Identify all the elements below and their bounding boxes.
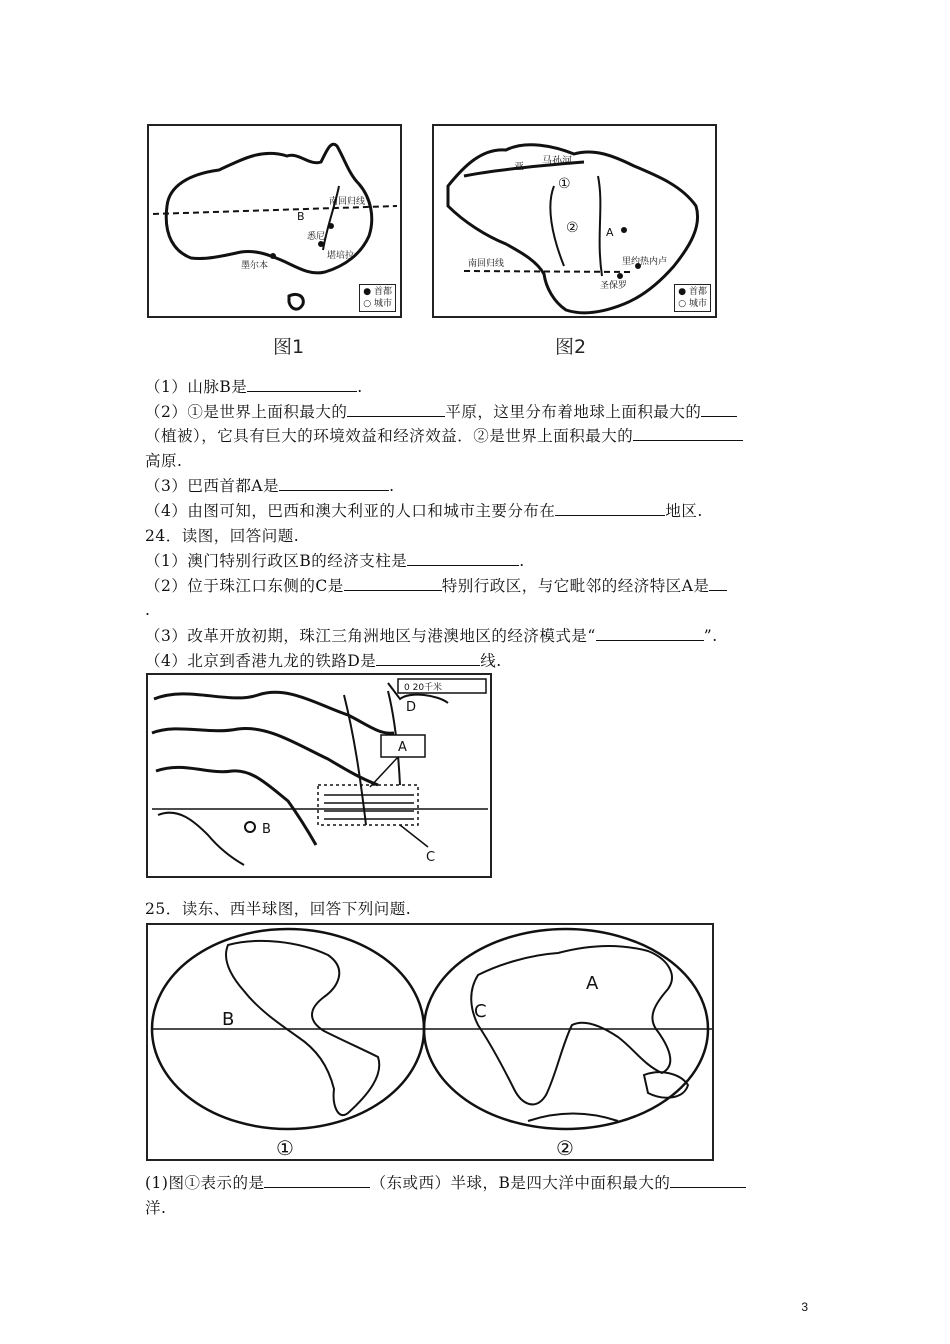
canberra-label: 堪培拉	[327, 251, 355, 261]
answer-blank[interactable]	[709, 576, 727, 591]
eastern-hemisphere-label: ②	[556, 1136, 574, 1160]
legend-capital-label-2: 首都	[688, 287, 707, 297]
tropic-line-2	[464, 271, 634, 272]
antarctica-outline	[528, 1114, 618, 1122]
C-map-label: C	[426, 850, 436, 865]
legend-capital-label: 首都	[373, 287, 392, 297]
great-dividing-range	[323, 186, 339, 250]
q24-line-5	[145, 651, 502, 671]
q24-5-text: （4）北京到香港九龙的铁路D是	[145, 652, 377, 670]
hemispheres-map	[146, 923, 714, 1161]
pearl-river-delta-map	[146, 673, 492, 878]
q23-line-4	[145, 451, 182, 471]
answer-blank[interactable]	[376, 651, 480, 666]
answer-blank[interactable]	[264, 1173, 370, 1188]
q23-6-end: 地区.	[665, 502, 703, 520]
legend-capital: ● 首都	[363, 287, 392, 297]
legend-city-2: ○ 城市	[678, 299, 707, 309]
figure-2-caption: 图2	[555, 336, 587, 358]
melbourne-marker	[270, 253, 276, 259]
brasilia-marker	[621, 227, 627, 233]
q24-4-end: ”.	[703, 627, 718, 645]
fig1-legend	[359, 284, 396, 312]
A-map-label: A	[398, 740, 407, 755]
C-leader	[400, 825, 428, 847]
amazon-label: 马孙河	[542, 156, 572, 167]
q23-1-end: .	[357, 378, 363, 396]
q24-4-text: （3）改革开放初期，珠江三角洲地区与港澳地区的经济模式是“	[145, 627, 596, 645]
q24-2-end: 特别行政区，与它毗邻的经济特区A是	[441, 577, 710, 595]
q23-line-2	[145, 402, 737, 422]
q24-line-4	[145, 626, 718, 646]
q23-2-text: （2）①是世界上面积最大的	[145, 403, 348, 421]
answer-blank[interactable]	[670, 1173, 746, 1188]
answer-blank[interactable]	[633, 426, 743, 441]
q24-2-text: （2）位于珠江口东侧的C是	[145, 577, 344, 595]
legend-capital-2: ● 首都	[678, 287, 707, 297]
tropic-label-2: 南回归线	[468, 259, 505, 269]
fig2-legend	[674, 284, 711, 312]
q25-1-text: (1)图①表示的是	[145, 1174, 265, 1192]
legend-city: ○ 城市	[363, 299, 392, 309]
B-label: B	[297, 210, 305, 223]
q24-line-2	[145, 576, 727, 596]
sydney-marker	[328, 223, 334, 229]
macau-island	[245, 822, 255, 832]
coast-west	[158, 813, 244, 865]
q24-1-text: （1）澳门特别行政区B的经济支柱是	[145, 552, 408, 570]
D-map-label: D	[406, 700, 417, 715]
q23-1-text: （1）山脉B是	[145, 378, 248, 396]
australia-outline-2	[644, 1072, 688, 1097]
q24-3-text: .	[145, 601, 151, 619]
answer-blank[interactable]	[344, 576, 442, 591]
q24-title: 24．读图，回答问题.	[145, 527, 300, 545]
answer-blank[interactable]	[279, 476, 389, 491]
q25-line-1	[145, 1173, 746, 1193]
answer-blank[interactable]	[347, 402, 445, 417]
river-3	[156, 767, 316, 845]
tasmania-outline	[289, 294, 303, 309]
A-leader	[370, 757, 398, 787]
A-continent-label: A	[586, 973, 599, 994]
q24-line-3	[145, 600, 150, 620]
figure-2-brazil-map	[432, 124, 717, 318]
afro-eurasia-outline	[471, 946, 672, 1105]
q24-1-end: .	[519, 552, 525, 570]
plain-1-label: ①	[558, 176, 571, 192]
tributary-2	[598, 176, 602, 276]
answer-blank[interactable]	[596, 626, 704, 641]
q23-3-text: （植被），它具有巨大的环境效益和经济效益．②是世界上面积最大的	[145, 427, 634, 445]
q23-line-1	[145, 377, 363, 397]
hatched-area	[324, 795, 414, 819]
tributary-1	[550, 186, 564, 266]
q23-line-3	[145, 426, 743, 446]
page-number: 3	[801, 1300, 808, 1314]
q23-line-6	[145, 501, 703, 521]
answer-blank[interactable]	[247, 377, 357, 392]
q25-1-mid: （东或西）半球，B是四大洋中面积最大的	[370, 1174, 671, 1192]
river-1	[154, 692, 394, 733]
q25-2-text: 洋.	[145, 1199, 167, 1217]
scale-label: 0 20千米	[404, 683, 443, 693]
river-2	[152, 728, 378, 785]
q24-5-end: 线.	[480, 652, 502, 670]
A-label: A	[606, 226, 614, 239]
tropic-line	[153, 206, 397, 214]
saopaulo-label: 圣保罗	[600, 281, 628, 291]
C-continent-label: C	[474, 1001, 487, 1022]
figure-1-caption: 图1	[273, 336, 305, 358]
sydney-label: 悉尼	[307, 232, 326, 242]
tropic-label: 南回归线	[329, 197, 366, 207]
q25-title: 25．读东、西半球图，回答下列问题.	[145, 900, 412, 918]
B-ocean-label: B	[222, 1009, 235, 1030]
delta-map-drawing	[148, 675, 494, 880]
plateau-2-label: ②	[566, 220, 579, 236]
q23-4-text: 高原.	[145, 452, 183, 470]
rio-label: 里约热内卢	[622, 257, 668, 267]
saopaulo-marker	[617, 273, 623, 279]
melbourne-label: 墨尔本	[241, 261, 269, 271]
q23-5-text: （3）巴西首都A是	[145, 477, 280, 495]
western-hemisphere-label: ①	[276, 1136, 294, 1160]
q23-6-text: （4）由图可知，巴西和澳大利亚的人口和城市主要分布在	[145, 502, 556, 520]
figure-1-australia-map	[147, 124, 402, 318]
B-map-label: B	[262, 822, 271, 837]
q24-line-1	[145, 551, 525, 571]
answer-blank[interactable]	[407, 551, 519, 566]
q23-5-end: .	[389, 477, 395, 495]
americas-outline	[226, 941, 379, 1115]
amazon-label-ya: 亚	[514, 162, 524, 173]
hemispheres-drawing	[148, 925, 716, 1163]
q23-line-5	[145, 476, 395, 496]
legend-city-label: 城市	[373, 299, 392, 309]
q25-line-2	[145, 1198, 166, 1218]
answer-blank[interactable]	[701, 402, 737, 417]
q23-2-mid: 平原，这里分布着地球上面积最大的	[445, 403, 702, 421]
legend-city-label-2: 城市	[688, 299, 707, 309]
answer-blank[interactable]	[555, 501, 665, 516]
